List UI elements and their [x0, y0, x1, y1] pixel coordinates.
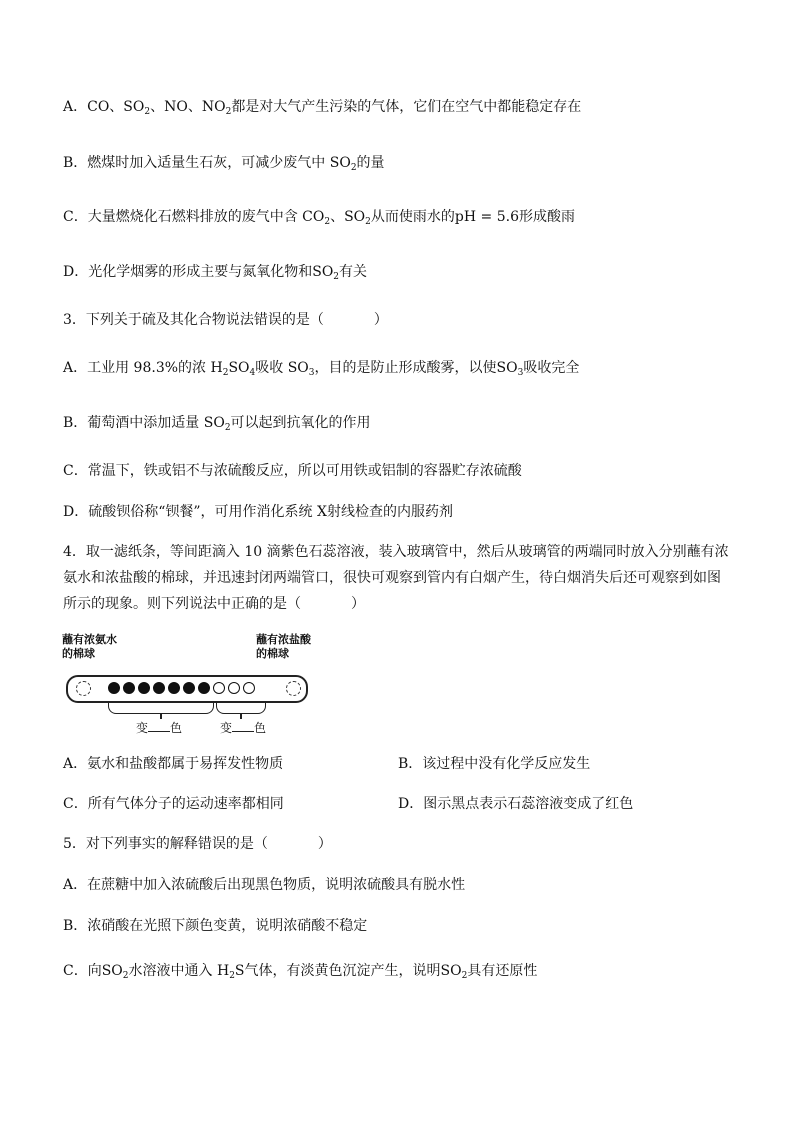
litmus-dot [168, 682, 180, 694]
q5-stem-end: ） [317, 836, 332, 852]
subscript: 2 [222, 368, 229, 378]
q2-d-text: 有关 [339, 264, 368, 280]
subscript: 2 [324, 217, 331, 227]
q2-b-text: B．燃煤时加入适量生石灰，可减少废气中 SO [63, 155, 351, 171]
q4-option-c: C．所有气体分子的运动速率都相同 [63, 796, 284, 812]
litmus-dot [228, 682, 240, 694]
q2-a-text: 、NO、NO [150, 99, 226, 115]
litmus-dot [213, 682, 225, 694]
subscript: 3 [517, 368, 524, 378]
subscript: 2 [365, 217, 371, 227]
litmus-dot [183, 682, 195, 694]
caption-text: 变 [220, 721, 233, 735]
q3-b-text: B．葡萄酒中添加适量 SO [63, 415, 225, 431]
litmus-dot [108, 682, 120, 694]
q4-stem-end: ） [351, 596, 365, 612]
right-cotton-ball-icon [286, 681, 301, 696]
q3-a-text: ，目的是防止形成酸雾，以使SO [314, 360, 518, 376]
q2-d-text: D．光化学烟雾的形成主要与氮氧化物和SO [63, 264, 334, 280]
q3-stem [63, 310, 388, 330]
q3-option-c: C．常温下，铁或铝不与浓硫酸反应，所以可用铁或铝制的容器贮存浓硫酸 [63, 463, 522, 479]
litmus-dot [138, 682, 150, 694]
q2-option-a [63, 97, 581, 117]
q3-a-text: 吸收完全 [523, 360, 580, 376]
subscript: 2 [144, 107, 151, 117]
ammonia-cotton-label: 蘸有浓氨水的棉球 [62, 633, 117, 660]
q5-stem-text: 5．对下列事实的解释错误的是（ [63, 836, 268, 852]
litmus-dot [243, 682, 255, 694]
q3-option-b [63, 413, 371, 433]
q2-c-text: C．大量燃烧化石燃料排放的废气中含 CO [63, 209, 325, 225]
subscript: 3 [308, 368, 315, 378]
q5-c-text: 具有还原性 [467, 963, 538, 979]
left-caption [136, 719, 182, 736]
subscript: 2 [122, 971, 129, 981]
left-cotton-ball-icon [76, 681, 91, 696]
q4-option-b: B．该过程中没有化学反应发生 [398, 756, 591, 772]
subscript: 2 [333, 272, 340, 282]
caption-text: 色 [170, 721, 183, 735]
q3-option-a [63, 358, 579, 378]
caption-text: 变 [136, 721, 149, 735]
litmus-dot [123, 682, 135, 694]
q3-a-text: A．工业用 98.3%的浓 H [63, 360, 223, 376]
q3-b-text: 可以起到抗氧化的作用 [230, 415, 371, 431]
q4-option-d: D．图示黑点表示石蕊溶液变成了红色 [398, 796, 634, 812]
q2-option-b [63, 153, 385, 173]
subscript: 2 [224, 423, 231, 433]
litmus-dots [108, 682, 255, 694]
q2-c-text: 从而使雨水的pH = 5.6形成酸雨 [370, 209, 575, 225]
subscript: 2 [225, 107, 232, 117]
q5-option-b: B．浓硝酸在光照下颜色变黄，说明浓硝酸不稳定 [63, 918, 368, 934]
q2-b-text: 的量 [356, 155, 385, 171]
caption-text: 色 [254, 721, 267, 735]
q3-option-d: D．硫酸钡俗称“钡餐”，可用作消化系统 X射线检查的内服药剂 [63, 504, 453, 520]
q2-option-d [63, 262, 367, 282]
litmus-dot [198, 682, 210, 694]
subscript: 2 [461, 971, 468, 981]
glass-tube-figure [60, 633, 318, 743]
caption-blank [232, 731, 254, 732]
q3-stem-text: 3．下列关于硫及其化合物说法错误的是（ [63, 312, 324, 328]
q2-c-text: 、SO [330, 209, 366, 225]
hcl-cotton-label: 蘸有浓盐酸的棉球 [256, 633, 311, 660]
q5-c-text: C．向SO [63, 963, 123, 979]
q3-stem-end: ） [373, 312, 388, 328]
subscript: 2 [350, 163, 357, 173]
q5-c-text: S气体，有淡黄色沉淀产生，说明SO [234, 963, 462, 979]
q2-a-text: 都是对大气产生污染的气体，它们在空气中都能稳定存在 [231, 99, 582, 115]
subscript: 2 [229, 971, 235, 981]
q3-a-text: 吸收 SO [255, 360, 309, 376]
q5-option-c [63, 961, 537, 981]
q5-c-text: 水溶液中通入 H [128, 963, 230, 979]
subscript: 4 [249, 368, 256, 378]
q4-stem-text: 4．取一滤纸条，等间距滴入 10 滴紫色石蕊溶液，装入玻璃管中，然后从玻璃管的两端同时放入分别蘸有浓氨水和浓盐酸的棉球，并迅速封闭两端管口，很快可观察到管内有白烟产生，待白烟消失后还可观察到如图所示的现象。则下列说法中正确的是（ [63, 544, 729, 612]
litmus-dot [153, 682, 165, 694]
q2-option-c [63, 207, 575, 227]
q2-a-text: A．CO、SO [63, 99, 145, 115]
right-caption [220, 719, 266, 736]
q5-stem [63, 834, 332, 854]
caption-blank [148, 731, 170, 732]
q3-a-text: SO [228, 360, 250, 376]
q4-option-a: A．氨水和盐酸都属于易挥发性物质 [63, 756, 284, 772]
q4-stem [63, 539, 733, 617]
q5-option-a: A．在蔗糖中加入浓硫酸后出现黑色物质，说明浓硫酸具有脱水性 [63, 877, 466, 893]
